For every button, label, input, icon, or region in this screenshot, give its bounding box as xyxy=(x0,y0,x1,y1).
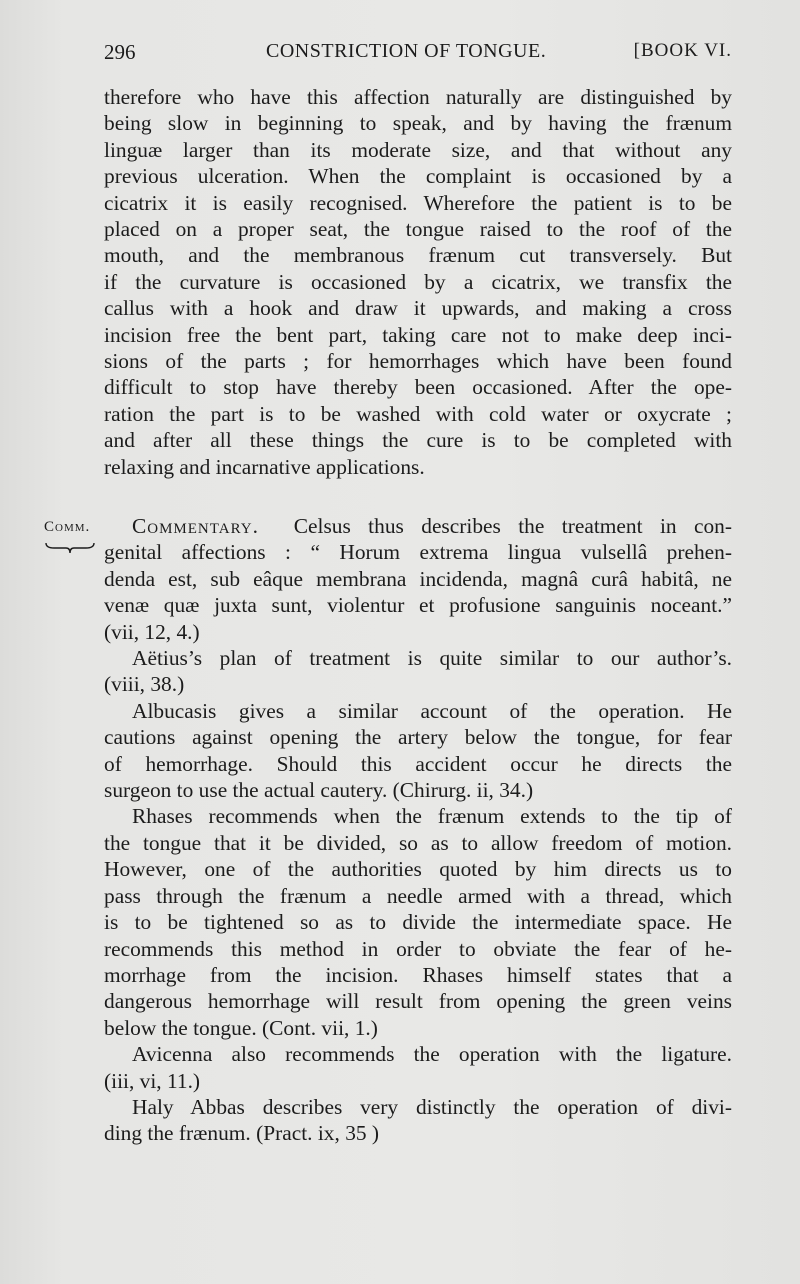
text-line: linguæ larger than its moderate size, and that without any xyxy=(104,137,732,162)
brace-mark xyxy=(44,539,96,555)
text-line: Avicenna also recommends the operation with the ligature. xyxy=(132,1042,732,1067)
running-title: CONSTRICTION OF TONGUE. xyxy=(266,40,547,62)
text-line: genital affections : “ Horum extrema lingua vulsellâ prehen- xyxy=(104,540,732,565)
text-line: callus with a hook and draw it upwards, and making a cross xyxy=(104,296,732,321)
text-line: surgeon to use the actual cautery. (Chirurg. ii, 34.) xyxy=(104,778,534,803)
text-line: (iii, vi, 11.) xyxy=(104,1068,201,1093)
text-line: However, one of the authorities quoted by him directs us to xyxy=(104,857,732,882)
text-line: Haly Abbas describes very distinctly the operation of divi- xyxy=(132,1094,732,1119)
text-line: sions of the parts ; for hemorrhages which have been found xyxy=(104,349,732,374)
text-line: ding the frænum. (Pract. ix, 35 ) xyxy=(104,1121,380,1146)
text-line: recommends this method in order to obviate the fear of he- xyxy=(104,936,732,961)
text-line: of hemorrhage. Should this accident occur he directs the xyxy=(104,751,732,776)
text-line: ration the part is to be washed with cold water or oxycrate ; xyxy=(104,401,732,426)
text-line: therefore who have this affection naturally are distinguished by xyxy=(104,85,732,109)
text-line: below the tongue. (Cont. vii, 1.) xyxy=(104,1015,378,1040)
text-line: being slow in beginning to speak, and by having the frænum xyxy=(104,111,732,136)
main-text xyxy=(104,84,732,480)
text-line: mouth, and the membranous frænum cut transversely. But xyxy=(104,243,732,268)
text-line: if the curvature is occasioned by a cicatrix, we transfix the xyxy=(104,269,732,294)
text-line: previous ulceration. When the complaint is occasioned by a xyxy=(104,164,732,189)
text-line: cicatrix it is easily recognised. Wherefore the patient is to be xyxy=(104,190,732,215)
text-line: dangerous hemorrhage will result from opening the green veins xyxy=(104,989,732,1014)
text-line: (viii, 38.) xyxy=(104,672,185,697)
text-line: (vii, 12, 4.) xyxy=(104,619,200,644)
text-line: Albucasis gives a similar account of the operation. He xyxy=(132,698,732,723)
text-line: difficult to stop have thereby been occasioned. After the ope- xyxy=(104,375,732,400)
commentary-first-line-rest: Celsus thus describes the treatment in con- xyxy=(293,514,732,538)
text-line: denda est, sub eâque membrana incidenda, magnâ curâ habitâ, ne xyxy=(104,566,732,591)
text-line: morrhage from the incision. Rhases himself states that a xyxy=(104,962,732,987)
text-line: relaxing and incarnative applications. xyxy=(104,454,425,479)
running-header xyxy=(104,40,732,70)
text-line: pass through the frænum a needle armed with a thread, which xyxy=(104,883,732,908)
commentary-first-line xyxy=(104,513,732,539)
text-line: venæ quæ juxta sunt, violentur et profusione sanguinis noceant.” xyxy=(104,593,732,618)
text-line: Aëtius’s plan of treatment is quite similar to our author’s. xyxy=(132,646,732,671)
text-line: the tongue that it be divided, so as to allow freedom of motion. xyxy=(104,830,732,855)
text-line: incision free the bent part, taking care not to make deep inci- xyxy=(104,322,732,347)
book-label: [BOOK VI. xyxy=(633,40,732,61)
commentary-text xyxy=(104,513,732,1147)
margin-label: Comm. xyxy=(44,519,91,535)
text-line: cautions against opening the artery below the tongue, for fear xyxy=(104,725,732,750)
text-line: is to be tightened so as to divide the intermediate space. He xyxy=(104,910,732,935)
text-line: and after all these things the cure is to be completed with xyxy=(104,428,732,453)
commentary-heading: Commentary. xyxy=(132,514,259,538)
page-number: 296 xyxy=(104,40,136,64)
text-line: Rhases recommends when the frænum extends to the tip of xyxy=(132,804,732,829)
text-line: placed on a proper seat, the tongue raised to the roof of the xyxy=(104,217,732,242)
